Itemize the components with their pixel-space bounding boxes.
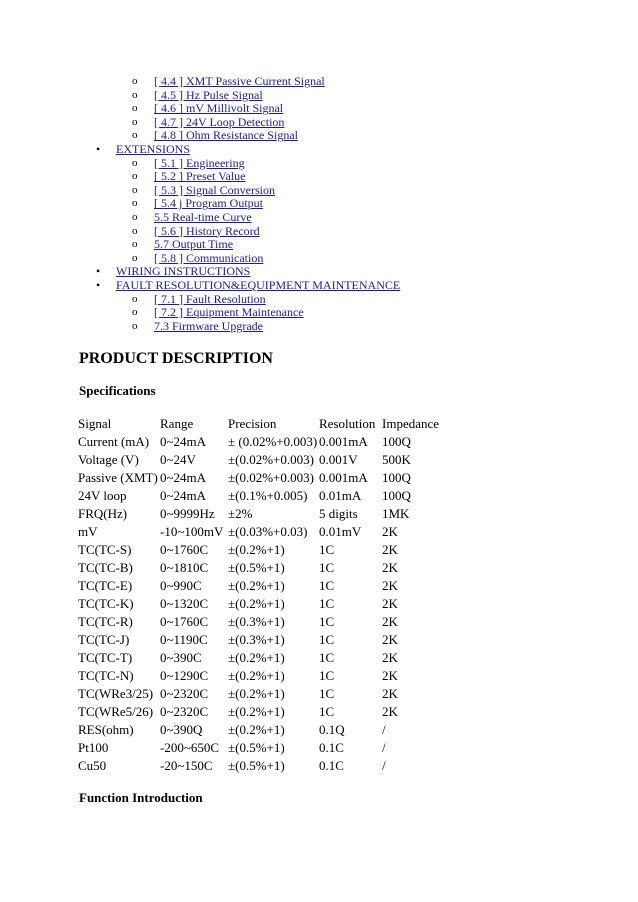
toc-link-extensions[interactable]: EXTENSIONS: [116, 141, 190, 156]
table-row: [78, 487, 452, 505]
cell-signal: TC(TC-R): [78, 614, 133, 629]
table-row: [78, 685, 452, 703]
cell-impedance: 2K: [382, 542, 398, 557]
cell-precision: ±(0.1%+0.005): [228, 488, 308, 503]
column-header-precision: Precision: [228, 415, 277, 431]
cell-range: 0~24mA: [160, 488, 207, 503]
cell-range: 0~1320C: [160, 596, 209, 611]
subheading-function-introduction: Function Introduction: [79, 790, 203, 805]
toc-item: [0, 89, 638, 103]
cell-resolution: 1C: [319, 650, 335, 665]
list-marker: o: [132, 129, 138, 142]
cell-signal: RES(ohm): [78, 722, 134, 737]
column-header-range: Range: [160, 415, 194, 431]
cell-resolution: 5 digits: [319, 506, 358, 521]
cell-range: 0~2320C: [160, 704, 209, 719]
toc-link-wiring[interactable]: WIRING INSTRUCTIONS: [116, 264, 251, 279]
bullet-marker: •: [96, 264, 101, 279]
table-row: [78, 595, 452, 613]
cell-resolution: 1C: [319, 632, 335, 647]
cell-precision: ±(0.5%+1): [228, 560, 285, 575]
table-row: [78, 559, 452, 577]
table-header-row: [78, 414, 452, 433]
cell-impedance: 100Q: [382, 434, 411, 449]
table-row: [78, 523, 452, 541]
cell-signal: TC(TC-E): [78, 578, 133, 593]
list-marker: o: [132, 75, 138, 87]
toc-item: [0, 265, 638, 279]
cell-signal: mV: [78, 524, 98, 539]
toc-link-7-2[interactable]: [ 7.2 ] Equipment Maintenance: [154, 305, 304, 320]
toc-item: [0, 252, 638, 266]
cell-resolution: 0.1Q: [319, 722, 345, 737]
cell-range: 0~390Q: [160, 722, 203, 737]
cell-signal: TC(TC-N): [78, 668, 134, 683]
cell-resolution: 1C: [319, 704, 335, 719]
cell-resolution: 0.01mV: [319, 524, 362, 539]
list-marker: o: [132, 224, 138, 237]
list-marker: o: [132, 115, 138, 128]
cell-precision: ±(0.2%+1): [228, 542, 285, 557]
cell-signal: Voltage (V): [78, 452, 139, 467]
cell-range: 0~9999Hz: [160, 506, 215, 521]
cell-range: 0~1810C: [160, 560, 209, 575]
list-marker: o: [132, 238, 138, 251]
table-row: [78, 739, 452, 757]
column-header-impedance: Impedance: [382, 415, 440, 431]
toc-item: [0, 116, 638, 130]
cell-signal: TC(TC-J): [78, 632, 130, 647]
list-marker: o: [132, 170, 138, 183]
section-heading-product-description: PRODUCT DESCRIPTION: [79, 350, 273, 367]
subheading-specifications: Specifications: [79, 383, 156, 398]
cell-resolution: 1C: [319, 542, 335, 557]
list-marker: o: [132, 197, 138, 210]
table-row: [78, 577, 452, 595]
cell-range: -20~150C: [160, 758, 213, 773]
cell-range: -200~650C: [160, 740, 220, 755]
toc-item: [0, 102, 638, 116]
cell-precision: ±(0.5%+1): [228, 740, 285, 755]
cell-resolution: 1C: [319, 668, 335, 683]
bullet-marker: •: [96, 277, 101, 292]
cell-impedance: /: [382, 722, 386, 737]
cell-precision: ±(0.2%+1): [228, 650, 285, 665]
cell-signal: TC(TC-B): [78, 560, 133, 575]
cell-impedance: /: [382, 758, 386, 773]
toc-item: [0, 279, 638, 293]
toc-item: [0, 170, 638, 184]
list-marker: o: [132, 251, 138, 264]
cell-signal: Current (mA): [78, 434, 150, 449]
cell-range: 0~990C: [160, 578, 202, 593]
cell-impedance: 2K: [382, 524, 398, 539]
cell-range: 0~24mA: [160, 434, 207, 449]
table-row: [78, 505, 452, 523]
cell-range: 0~24mA: [160, 470, 207, 485]
cell-precision: ±(0.2%+1): [228, 596, 285, 611]
cell-signal: TC(TC-K): [78, 596, 134, 611]
table-row: [78, 649, 452, 667]
cell-precision: ±(0.3%+1): [228, 632, 285, 647]
specifications-table: [78, 414, 452, 775]
cell-precision: ±(0.02%+0.003): [228, 470, 314, 485]
toc-link-5-4[interactable]: [ 5.4 j Program Output: [154, 196, 263, 211]
cell-range: 0~1760C: [160, 614, 209, 629]
cell-precision: ±(0.2%+1): [228, 578, 285, 593]
table-row: [78, 469, 452, 487]
toc-link-4-6[interactable]: [ 4.6 ] mV Millivolt Signal: [154, 101, 284, 116]
toc-link-5-3[interactable]: [ 5.3 ] Signal Conversion: [154, 182, 275, 197]
cell-resolution: 0.1C: [319, 758, 344, 773]
cell-signal: TC(WRe5/26): [78, 704, 154, 719]
table-row: [78, 613, 452, 631]
toc-item: [0, 143, 638, 157]
cell-impedance: 2K: [382, 668, 398, 683]
cell-range: 0~24V: [160, 452, 196, 467]
cell-signal: TC(TC-S): [78, 542, 132, 557]
cell-signal: TC(WRe3/25): [78, 686, 154, 701]
column-header-resolution: Resolution: [319, 415, 376, 431]
table-row: [78, 757, 452, 775]
cell-precision: ±(0.03%+0.03): [228, 524, 308, 539]
table-row: [78, 451, 452, 469]
list-marker: o: [132, 210, 138, 223]
cell-signal: Pt100: [78, 740, 109, 755]
toc-link-fault-resolution[interactable]: FAULT RESOLUTION&EQUIPMENT MAINTENANCE: [116, 277, 401, 292]
toc-item: [0, 306, 638, 320]
cell-resolution: 0.01mA: [319, 488, 362, 503]
table-row: [78, 703, 452, 721]
cell-precision: ±(0.2%+1): [228, 686, 285, 701]
cell-resolution: 1C: [319, 578, 335, 593]
toc-item: [0, 75, 638, 89]
cell-precision: ±(0.3%+1): [228, 614, 285, 629]
toc-item: [0, 320, 638, 334]
cell-precision: ±(0.02%+0.003): [228, 452, 314, 467]
cell-precision: ±(0.2%+1): [228, 668, 285, 683]
cell-precision: ±(0.2%+1): [228, 722, 285, 737]
cell-impedance: 2K: [382, 614, 398, 629]
cell-impedance: /: [382, 740, 386, 755]
cell-range: 0~1760C: [160, 542, 209, 557]
toc-link-7-1[interactable]: [ 7.1 ] Fault Resolution: [154, 291, 266, 306]
toc-item: [0, 157, 638, 171]
table-body: [78, 433, 452, 775]
cell-impedance: 2K: [382, 596, 398, 611]
table-row: [78, 541, 452, 559]
cell-resolution: 0.001mA: [319, 434, 368, 449]
cell-signal: Cu50: [78, 758, 107, 773]
toc-link-5-1[interactable]: [ 5.1 ] Engineering: [154, 155, 245, 170]
list-marker: o: [132, 319, 138, 332]
toc-link-5-8[interactable]: [ 5.8 ] Communication: [154, 250, 264, 265]
cell-precision: ±2%: [228, 506, 253, 521]
cell-signal: FRQ(Hz): [78, 506, 128, 521]
toc-link-5-7[interactable]: 5.7 Output Time: [154, 237, 234, 252]
cell-impedance: 2K: [382, 686, 398, 701]
toc-link-4-4[interactable]: [ 4.4 ] XMT Passive Current Signal: [154, 74, 325, 88]
table-row: [78, 631, 452, 649]
cell-resolution: 0.001V: [319, 452, 358, 467]
toc-link-4-5[interactable]: [ 4.5 ] Hz Pulse Signal: [154, 87, 263, 102]
toc-item: [0, 129, 638, 143]
cell-range: 0~1190C: [160, 632, 208, 647]
cell-impedance: 2K: [382, 632, 398, 647]
cell-signal: TC(TC-T): [78, 650, 133, 665]
list-marker: o: [132, 183, 138, 196]
cell-impedance: 2K: [382, 650, 398, 665]
toc-link-7-3[interactable]: 7.3 Firmware Upgrade: [154, 318, 263, 333]
cell-impedance: 1MK: [382, 506, 410, 521]
toc-item: [0, 211, 638, 225]
cell-range: 0~390C: [160, 650, 202, 665]
toc-link-5-6[interactable]: [ 5.6 ] History Record: [154, 223, 260, 238]
toc-item: [0, 225, 638, 239]
toc-item: [0, 293, 638, 307]
toc-item: [0, 184, 638, 198]
list-marker: o: [132, 102, 138, 115]
cell-precision: ± (0.02%+0.003): [228, 434, 318, 449]
list-marker: o: [132, 306, 138, 319]
toc-item: [0, 197, 638, 211]
cell-resolution: 0.1C: [319, 740, 344, 755]
cell-range: -10~100mV: [160, 524, 224, 539]
cell-resolution: 0.001mA: [319, 470, 368, 485]
cell-signal: 24V loop: [78, 488, 127, 503]
cell-resolution: 1C: [319, 560, 335, 575]
cell-resolution: 1C: [319, 596, 335, 611]
cell-impedance: 100Q: [382, 470, 411, 485]
toc-link-5-5[interactable]: 5.5 Real-time Curve: [154, 209, 252, 224]
cell-range: 0~2320C: [160, 686, 209, 701]
cell-impedance: 100Q: [382, 488, 411, 503]
bullet-marker: •: [96, 141, 101, 156]
cell-impedance: 500K: [382, 452, 411, 467]
toc-link-4-8[interactable]: [ 4.8 ] Ohm Resistance Signal: [154, 128, 298, 143]
list-marker: o: [132, 88, 138, 101]
cell-signal: Passive (XMT): [78, 470, 158, 485]
cell-impedance: 2K: [382, 704, 398, 719]
table-row: [78, 667, 452, 685]
cell-impedance: 2K: [382, 560, 398, 575]
cell-resolution: 1C: [319, 614, 335, 629]
cell-precision: ±(0.2%+1): [228, 704, 285, 719]
toc-item: [0, 238, 638, 252]
cell-range: 0~1290C: [160, 668, 209, 683]
cell-impedance: 2K: [382, 578, 398, 593]
toc-link-5-2[interactable]: [ 5.2 ] Preset Value: [154, 169, 246, 184]
table-row: [78, 433, 452, 451]
cell-precision: ±(0.5%+1): [228, 758, 285, 773]
list-marker: o: [132, 156, 138, 169]
table-of-contents: [0, 75, 638, 333]
column-header-signal: Signal: [78, 415, 112, 431]
list-marker: o: [132, 292, 138, 305]
cell-resolution: 1C: [319, 686, 335, 701]
toc-link-4-7[interactable]: [ 4.7 ] 24V Loop Detection: [154, 114, 285, 129]
table-row: [78, 721, 452, 739]
